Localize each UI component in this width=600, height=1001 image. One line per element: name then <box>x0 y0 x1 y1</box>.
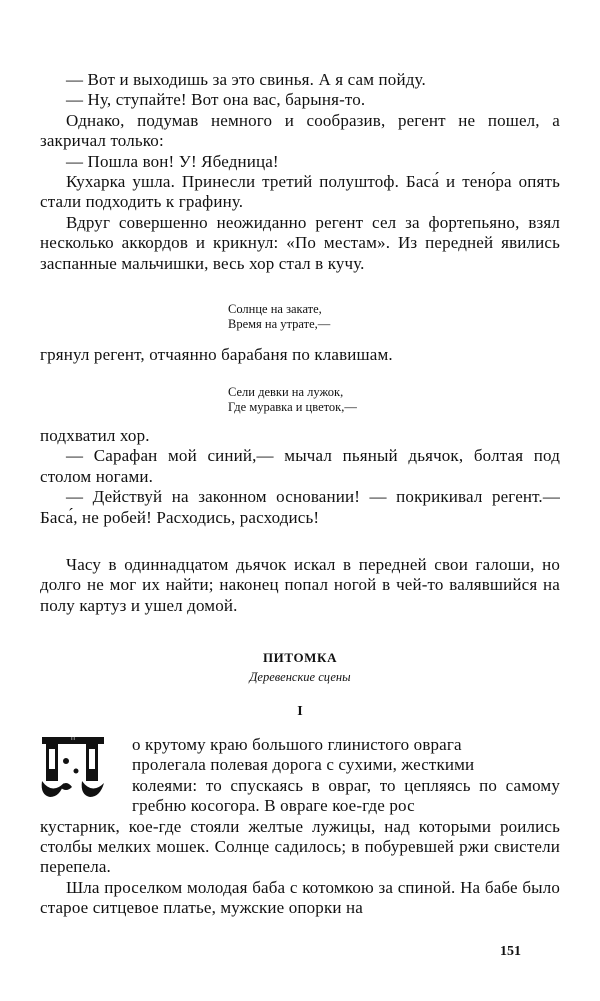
paragraph: подхватил хор. <box>40 426 150 445</box>
paragraph: Шла проселком молодая баба с котомкою за спиной. На бабе было старое ситцевое платье, мужские опорки на <box>40 877 560 918</box>
paragraph: Вдруг совершенно неожиданно регент сел за фортепьяно, взял несколько аккордов и крикнул: «По местам». Из передней явились заспанные мальчишки, весь хор стал в кучу. <box>40 212 560 273</box>
paragraph: — Пошла вон! У! Ябедница! <box>66 151 279 171</box>
text-block-closing <box>40 555 560 616</box>
paragraph: — Вот и выходишь за это свинья. А я сам пойду. <box>66 70 426 89</box>
story-title: ПИТОМКА <box>262 650 338 665</box>
song-verse-1 <box>228 302 488 332</box>
text-block-dialogue <box>40 70 560 274</box>
song-verse-2 <box>228 385 488 415</box>
chapter-numeral: I <box>297 704 303 719</box>
drop-cap-letter: П <box>71 736 75 742</box>
verse-line: Время на утрате,— <box>228 317 331 331</box>
chapter-first-paragraph <box>40 735 560 919</box>
story-subtitle: Деревенские сцены <box>249 670 351 684</box>
paragraph-rest: кустарник, кое-где стояли желтые лужицы, над которыми роились столбы мелких мошек. Солнце садилось; в побуревшей ржи свистели перепела. <box>40 816 560 877</box>
second-line: пролегала полевая дорога с сухими, жесткими <box>132 755 475 775</box>
third-line: колеями: то спускаясь в овраг, то цепляясь по самому гребню косогора. В овраге кое-где рос <box>132 775 560 816</box>
text-block-choir <box>40 426 560 528</box>
page-number: 151 <box>500 944 521 959</box>
paragraph: Часу в одиннадцатом дьячок искал в передней свои галоши, но долго не мог их найти; наконец попал ногой в чей-то валявшийся на полу картуз и ушел домой. <box>40 555 560 615</box>
paragraph: — Действуй на законном основании! — покрикивал регент.— Баса́, не робей! Расходись, расходись! <box>40 487 560 527</box>
verse-line: Где муравка и цветок,— <box>228 400 357 414</box>
paragraph: — Сарафан мой синий,— мычал пьяный дьячок, болтая под столом ногами. <box>40 446 560 486</box>
paragraph: Однако, подумав немного и сообразив, регент не пошел, а закричал только: <box>40 110 560 151</box>
verse-line: Солнце на закате, <box>228 302 322 316</box>
first-line: о крутому краю большого глинистого оврага <box>132 735 462 754</box>
verse-line: Сели девки на лужок, <box>228 385 344 399</box>
paragraph: — Ну, ступайте! Вот она вас, барыня-то. <box>66 90 366 110</box>
paragraph: грянул регент, отчаянно барабаня по клавишам. <box>40 345 393 364</box>
paragraph: Кухарка ушла. Принесли третий полуштоф. Баса́ и тено́ра опять стали подходить к графину. <box>40 172 560 212</box>
text-block-after-song <box>40 345 560 365</box>
